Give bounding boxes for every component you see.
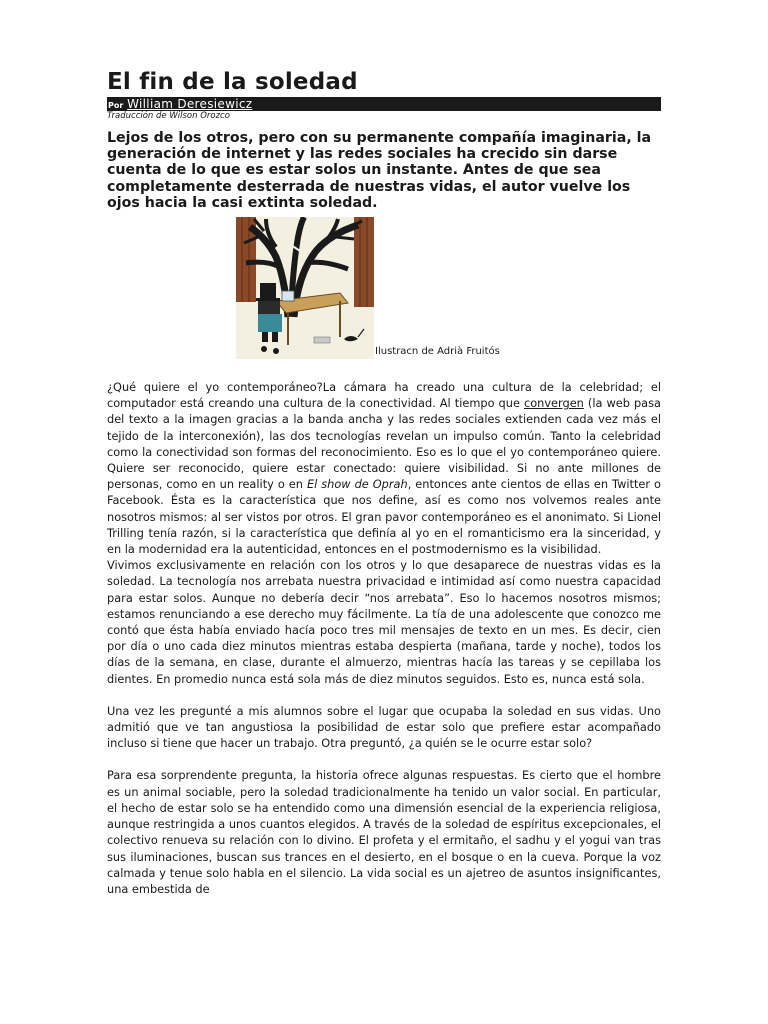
author-link[interactable]: William Deresiewicz: [127, 97, 253, 111]
paragraph-2: Vivimos exclusivamente en relación con los otros y lo que desaparece de nuestras vidas es la soledad. La tecnología nos arrebata nuestra privacidad e intimidad así como nuestra capacidad para estar solos. Aunque no debería decir “nos arrebata”. Eso lo hacemos nosotros mismos; estamos renunciando a ese derecho muy fácilmente. La tía de una adolescente que conozco me contó que ésta había enviado hacía poco tres mil mensajes de texto en un mes. Es decir, cien por día o uno cada diez minutos mientras estaba despierta (mañana, tarde y noche), todos los días de la semana, en clase, durante el almuerzo, mientras hacía las tareas y se cepillaba los dientes. En promedio nunca está sola más de diez minutos seguidos. Esto es, nunca está sola.: [107, 558, 661, 686]
illustration-image: [236, 217, 374, 359]
paragraph-1: [107, 379, 661, 557]
convergen-link[interactable]: convergen: [523, 396, 584, 411]
paragraph-1-text-c: , entonces ante cientos de ellas en Twitter o Facebook. Ésta es la característica que nos define, así es como nos volvemos reales ante nosotros mismos: al ser vistos por otros. El gran pavor contemporáneo es el anonimato. Si Lionel Trilling tenía razón, si la característica que definía al yo en el romanticismo era la sinceridad, y en la modernidad era la autenticidad, entonces en el postmodernismo es la visibilidad.: [107, 477, 661, 557]
article-lede: Lejos de los otros, pero con su permanente compañía imaginaria, la generación de internet y las redes sociales ha crecido sin darse cuenta de lo que es estar solos un instante. Antes de que sea completamente desterrada de nuestras vidas, el autor vuelve los ojos hacia la casi extinta soledad.: [107, 130, 652, 211]
byline-bar: [107, 97, 661, 111]
translator-credit: Traducción de Wilson Orozco: [107, 111, 230, 121]
paragraph-1-text-b: (la web pasa del texto a la imagen gracias a la banda ancha y las redes sociales extienden cada vez más el tejido de la interconexión), las dos tecnologías revelan un impulso común. Tanto la celebridad como la conectividad son formas del reconocimiento. Eso es lo que el yo contemporáneo quiere. Quiere ser reconocido, quiere estar conectado: quiere visibilidad. Si no ante millones de personas, como en un reality o en: [107, 396, 661, 492]
paragraph-4: Para esa sorprendente pregunta, la historia ofrece algunas respuestas. Es cierto que el hombre es un animal sociable, pero la soledad tradicionalmente ha tenido un valor social. En particular, el hecho de estar solo se ha entendido como una dimensión esencial de la experiencia religiosa, aunque restringida a unos cuantos elegidos. A través de la soledad de espíritus excepcionales, el colectivo renueva su relación con lo divino. El profeta y el ermitaño, el sadhu y el yogui van tras sus iluminaciones, buscan sus trances en el desierto, en el bosque o en la cueva. Porque la voz calmada y tenue solo habla en el silencio. La vida social es un ajetreo de asuntos insignificantes, una embestida de: [107, 768, 661, 896]
article: [107, 68, 661, 897]
illustration-figure: [107, 215, 661, 358]
illustration-caption: Ilustracn de Adrià Fruitós: [375, 346, 500, 358]
paragraph-1-italic: El show de Oprah: [306, 477, 408, 492]
paragraph-1-text-a: ¿Qué quiere el yo contemporáneo?La cámara ha creado una cultura de la celebridad; el computador está creando una cultura de la conectividad. Al tiempo que: [107, 380, 661, 411]
paragraph-3: Una vez les pregunté a mis alumnos sobre el lugar que ocupaba la soledad en sus vidas. Uno admitió que ve tan angustiosa la posibilidad de estar solo que prefiere estar acompañado incluso si tiene que hacer un trabajo. Otra preguntó, ¿a quién se le ocurre estar solo?: [107, 703, 661, 751]
article-title: El fin de la soledad: [107, 69, 358, 95]
article-body: [107, 379, 661, 897]
byline-prefix: Por: [108, 101, 124, 110]
